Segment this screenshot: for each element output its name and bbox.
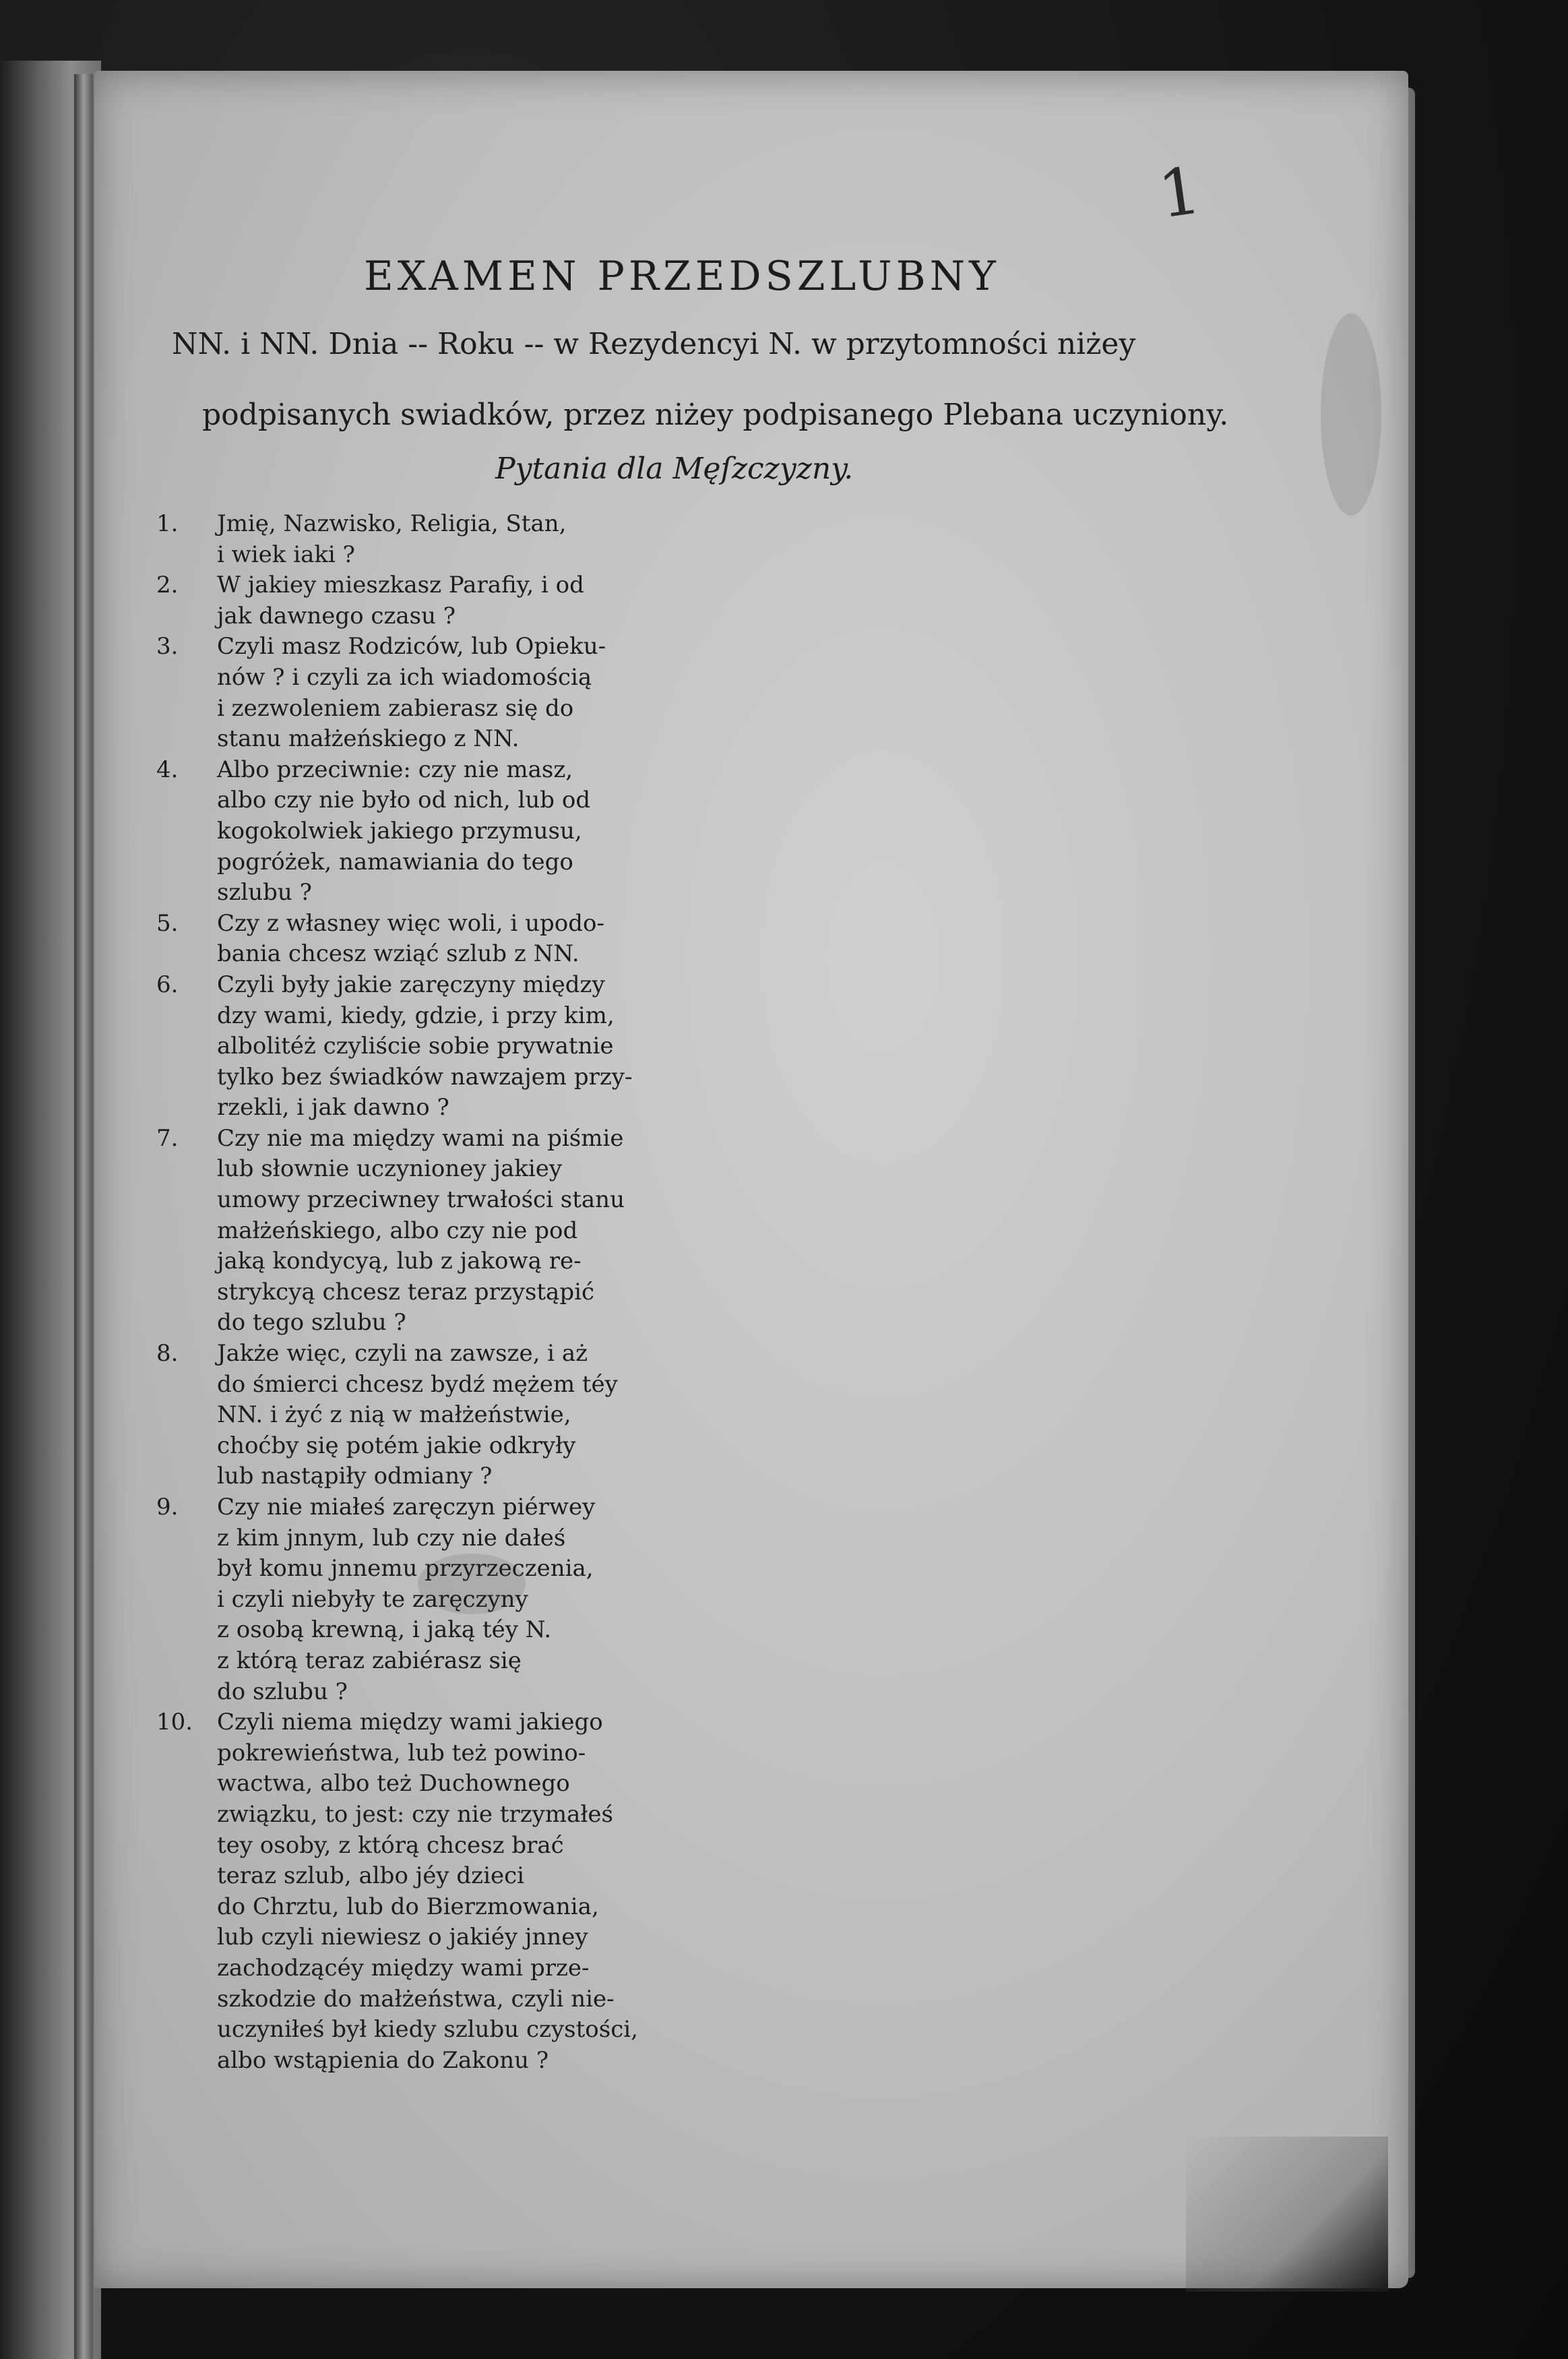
question-line: umowy przeciwney trwałości stanu bbox=[217, 1186, 625, 1214]
question-line: i zezwoleniem zabierasz się do bbox=[217, 694, 574, 722]
torn-corner bbox=[1186, 2137, 1388, 2292]
question-line: tey osoby, z którą chcesz brać bbox=[217, 1831, 564, 1859]
question-item bbox=[156, 570, 668, 632]
question-text bbox=[217, 755, 668, 909]
question-number: 3. bbox=[156, 633, 179, 661]
question-line: dzy wami, kiedy, gdzie, i przy kim, bbox=[217, 1002, 615, 1029]
question-line: lub słownie uczynioney jakiey bbox=[217, 1155, 563, 1183]
question-line: albo wstąpienia do Zakonu ? bbox=[217, 2046, 549, 2074]
question-text bbox=[217, 632, 668, 754]
question-line: i czyli niebyły te zaręczyny bbox=[217, 1585, 528, 1613]
question-number: 8. bbox=[156, 1340, 179, 1368]
question-number: 5. bbox=[156, 909, 179, 937]
question-line: szkodzie do małżeństwa, czyli nie- bbox=[217, 1985, 615, 2013]
question-number: 9. bbox=[156, 1494, 179, 1521]
question-line: szlubu ? bbox=[217, 879, 312, 907]
heading-line: NN. i NN. Dnia -- Roku -- w Rezydencyi N. w przytomności niżey bbox=[172, 327, 1136, 361]
question-line: stanu małżeńskiego z NN. bbox=[217, 725, 520, 753]
question-text bbox=[217, 970, 668, 1124]
question-text bbox=[217, 1707, 668, 2076]
question-text bbox=[217, 509, 668, 570]
question-number: 7. bbox=[156, 1124, 179, 1152]
question-line: lub nastąpiły odmiany ? bbox=[217, 1463, 493, 1490]
question-line: z którą teraz zabiérasz się bbox=[217, 1647, 522, 1674]
question-item bbox=[156, 755, 668, 909]
folio-number: 1 bbox=[1154, 152, 1205, 233]
question-text bbox=[217, 909, 668, 970]
question-line: do Chrztu, lub do Bierzmowania, bbox=[217, 1893, 599, 1920]
question-line: lub czyli niewiesz o jakiéy jnney bbox=[217, 1924, 588, 1951]
question-line: Czy z własney więc woli, i upodo- bbox=[217, 909, 604, 937]
question-item bbox=[156, 1492, 668, 1707]
question-line: teraz szlub, albo jéy dzieci bbox=[217, 1862, 524, 1890]
heading-line: podpisanych swiadków, przez niżey podpisanego Plebana uczyniony. bbox=[202, 398, 1229, 432]
question-line: W jakiey mieszkasz Parafiy, i od bbox=[217, 572, 584, 599]
question-line: albolitéż czyliście sobie prywatnie bbox=[217, 1033, 614, 1060]
section-subheading: Pytania dla Męſzczyzny. bbox=[495, 452, 854, 486]
question-line: strykcyą chcesz teraz przystąpić bbox=[217, 1278, 595, 1306]
question-line: z kim jnnym, lub czy nie dałeś bbox=[217, 1524, 566, 1552]
question-line: Czyli masz Rodziców, lub Opieku- bbox=[217, 633, 606, 661]
question-line: Jmię, Nazwisko, Religia, Stan, bbox=[217, 510, 567, 537]
question-item bbox=[156, 509, 668, 570]
question-number: 10. bbox=[156, 1709, 193, 1736]
question-line: pogróżek, namawiania do tego bbox=[217, 848, 573, 876]
question-line: wactwa, albo też Duchownego bbox=[217, 1770, 570, 1798]
question-line: związku, to jest: czy nie trzymałeś bbox=[217, 1800, 613, 1828]
question-text bbox=[217, 570, 668, 632]
question-text bbox=[217, 1339, 668, 1492]
question-line: bania chcesz wziąć szlub z NN. bbox=[217, 940, 579, 968]
question-item bbox=[156, 1707, 668, 2076]
question-item bbox=[156, 909, 668, 970]
question-item bbox=[156, 970, 668, 1124]
question-line: pokrewieństwa, lub też powino- bbox=[217, 1739, 586, 1767]
question-line: NN. i żyć z nią w małżeństwie, bbox=[217, 1401, 571, 1429]
question-line: i wiek iaki ? bbox=[217, 541, 355, 568]
question-item bbox=[156, 1124, 668, 1339]
questions-list bbox=[156, 509, 668, 2076]
question-text bbox=[217, 1124, 668, 1339]
question-line: jak dawnego czasu ? bbox=[217, 602, 456, 630]
question-line: Jakże więc, czyli na zawsze, i aż bbox=[217, 1340, 588, 1368]
question-line: był komu jnnemu przyrzeczenia, bbox=[217, 1555, 594, 1583]
question-line: zachodzącéy między wami prze- bbox=[217, 1954, 590, 1982]
question-item bbox=[156, 632, 668, 754]
question-line: do szlubu ? bbox=[217, 1678, 348, 1705]
question-number: 2. bbox=[156, 572, 179, 599]
question-line: rzekli, i jak dawno ? bbox=[217, 1094, 449, 1122]
page-title: EXAMEN PRZEDSZLUBNY bbox=[364, 253, 1000, 300]
question-item bbox=[156, 1339, 668, 1492]
question-number: 4. bbox=[156, 756, 179, 783]
question-line: Czyli niema między wami jakiego bbox=[217, 1709, 603, 1736]
spine-edge bbox=[74, 74, 93, 2359]
question-line: jaką kondycyą, lub z jakową re- bbox=[217, 1248, 582, 1275]
question-number: 6. bbox=[156, 971, 179, 998]
question-line: Czy nie ma między wami na piśmie bbox=[217, 1124, 624, 1152]
question-number: 1. bbox=[156, 510, 179, 537]
question-line: uczyniłeś był kiedy szlubu czystości, bbox=[217, 2016, 638, 2044]
question-line: kogokolwiek jakiego przymusu, bbox=[217, 817, 582, 845]
paper-stain bbox=[1321, 313, 1381, 516]
question-line: albo czy nie było od nich, lub od bbox=[217, 787, 591, 814]
question-line: choćby się potém jakie odkryły bbox=[217, 1432, 576, 1459]
question-line: tylko bez świadków nawzajem przy- bbox=[217, 1063, 633, 1091]
question-line: Albo przeciwnie: czy nie masz, bbox=[217, 756, 573, 783]
question-line: z osobą krewną, i jaką téy N. bbox=[217, 1616, 552, 1644]
question-line: do śmierci chcesz bydź mężem téy bbox=[217, 1370, 618, 1398]
question-line: Czy nie miałeś zaręczyn piérwey bbox=[217, 1494, 596, 1521]
question-text bbox=[217, 1492, 668, 1707]
question-line: Czyli były jakie zaręczyny między bbox=[217, 971, 605, 998]
question-line: do tego szlubu ? bbox=[217, 1309, 406, 1337]
question-line: małżeńskiego, albo czy nie pod bbox=[217, 1217, 578, 1244]
question-line: nów ? i czyli za ich wiadomością bbox=[217, 663, 592, 691]
